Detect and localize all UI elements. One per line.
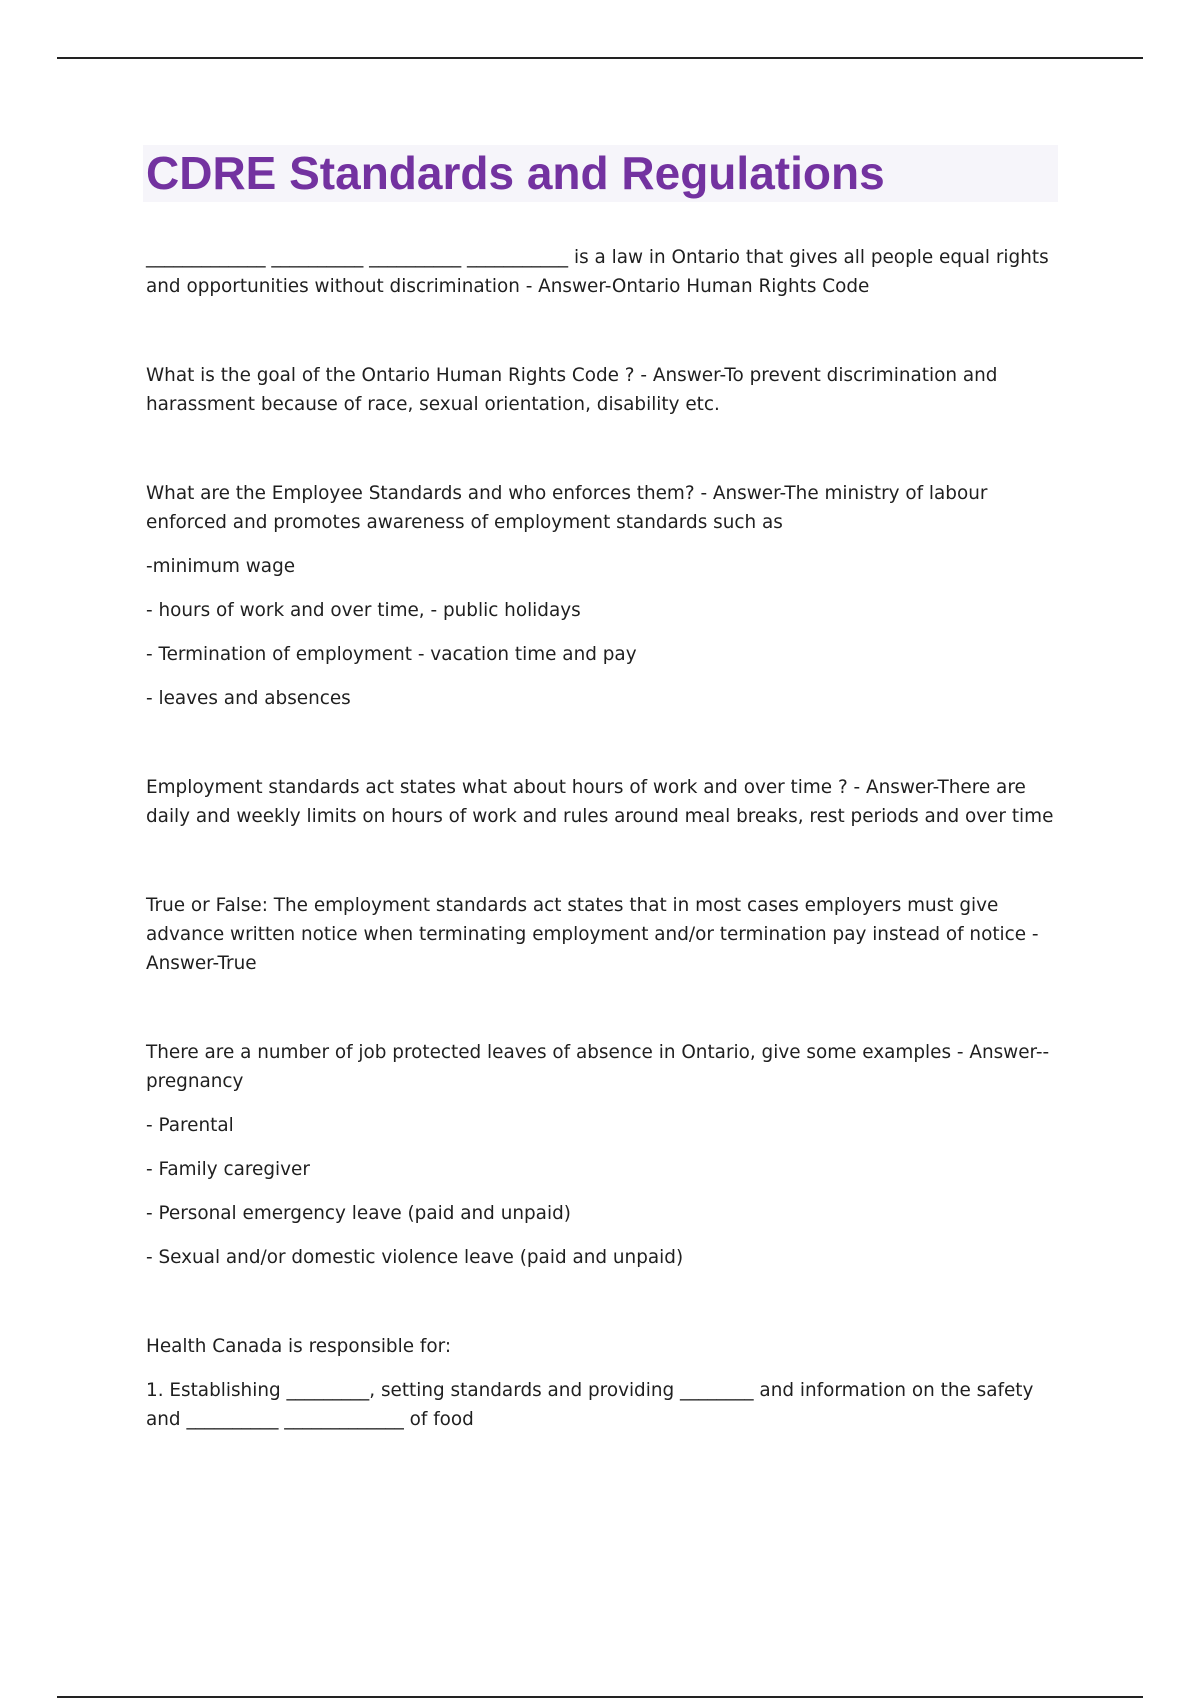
list-item: - Termination of employment - vacation time and pay	[146, 644, 637, 665]
qa-text: _____________ __________ __________ ___________ is a law in Ontario that gives all people equal rights and opportunities without discrimination - Answer-Ontario Human Rights Code	[146, 247, 1049, 297]
qa-text: What are the Employee Standards and who enforces them? - Answer-The ministry of labour enforced and promotes awareness of employment standards such as	[146, 483, 988, 533]
qa-block-4	[146, 773, 1061, 831]
list-item: - Sexual and/or domestic violence leave (paid and unpaid)	[146, 1247, 684, 1268]
qa-block-6	[146, 1038, 1061, 1272]
list-item: 1. Establishing _________, setting standards and providing ________ and information on the safety and __________ _____________ of food	[146, 1380, 1034, 1430]
list-item: -minimum wage	[146, 556, 296, 577]
document-title: CDRE Standards and Regulations	[146, 147, 885, 199]
qa-block-5	[146, 891, 1061, 978]
qa-text: Employment standards act states what about hours of work and over time ? - Answer-There are daily and weekly limits on hours of work and rules around meal breaks, rest periods and over time	[146, 777, 1054, 827]
list-item: - Parental	[146, 1115, 234, 1136]
qa-block-3	[146, 479, 1061, 713]
top-rule	[57, 57, 1143, 59]
qa-text: There are a number of job protected leaves of absence in Ontario, give some examples - Answer--pregnancy	[146, 1042, 1050, 1092]
qa-block-2	[146, 361, 1061, 419]
bottom-rule	[57, 1696, 1143, 1698]
list-item: - Family caregiver	[146, 1159, 310, 1180]
list-item: - Personal emergency leave (paid and unpaid)	[146, 1203, 571, 1224]
list-item: - leaves and absences	[146, 688, 351, 709]
qa-text: What is the goal of the Ontario Human Rights Code ? - Answer-To prevent discrimination and harassment because of race, sexual orientation, disability etc.	[146, 365, 998, 415]
qa-text: True or False: The employment standards act states that in most cases employers must give advance written notice when terminating employment and/or termination pay instead of notice - Answer-True	[146, 895, 1039, 974]
qa-block-7	[146, 1332, 1061, 1434]
qa-block-1	[146, 243, 1061, 301]
document-body	[146, 243, 1061, 1434]
qa-text: Health Canada is responsible for:	[146, 1336, 452, 1357]
list-item: - hours of work and over time, - public holidays	[146, 600, 581, 621]
